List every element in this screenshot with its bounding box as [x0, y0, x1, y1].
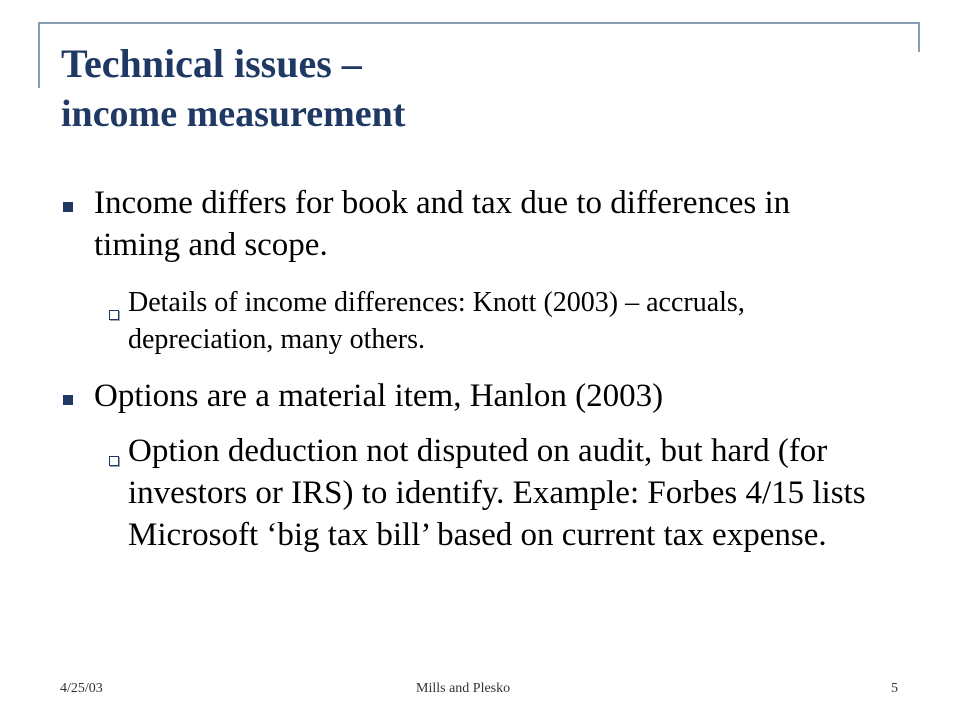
title-line-2: income measurement [61, 93, 406, 135]
footer-authors: Mills and Plesko [416, 681, 511, 696]
sub-bullet-item-2: Option deduction not disputed on audit, but hard (for investors or IRS) to identify. Example: Forbes 4/15 lists Microsoft ‘big tax bill’ based on current tax expense. [128, 433, 866, 553]
top-rule [40, 22, 920, 24]
right-rule [918, 22, 920, 52]
bullet-item-1: Income differs for book and tax due to differences in timing and scope. [94, 185, 791, 263]
footer-page-number: 5 [891, 681, 898, 696]
square-bullet-icon [63, 395, 73, 405]
title-line-1: Technical issues – [61, 41, 362, 86]
hollow-square-bullet-icon [109, 456, 119, 466]
bullet-item-2: Options are a material item, Hanlon (2003) [94, 378, 664, 414]
left-rule [38, 22, 40, 88]
slide-title [61, 36, 405, 136]
square-bullet-icon [63, 202, 73, 212]
sub-bullet-item-1: Details of income differences: Knott (2003) – accruals, depreciation, many others. [128, 287, 745, 355]
hollow-square-bullet-icon [109, 310, 119, 320]
footer-date: 4/25/03 [60, 681, 103, 696]
